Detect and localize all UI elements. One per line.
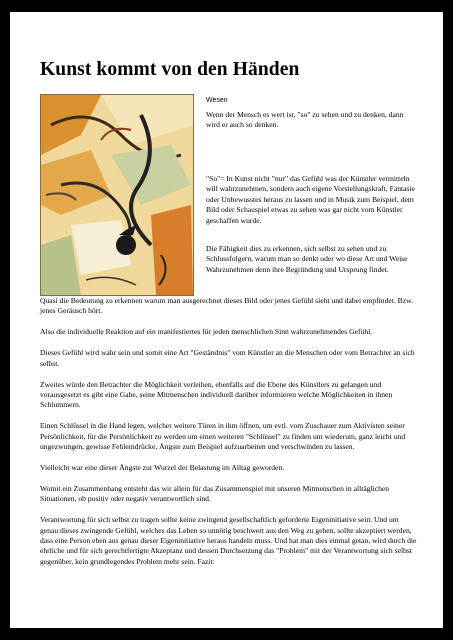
- right-paragraph: "So"= In Kunst nicht "nur" das Gefühl was der Künstler vermitteln will wahrzunehmen, sondern auch eigene Vorstellungskraft, Fantasie oder Unbewusstes heraus zu lassen und in Musik zum Beispiel, dem Bild oder Schauspiel etwas zu sehen was gar nicht vom Künstler geschaffen wurde.: [206, 174, 415, 225]
- body-paragraph: Also die individuelle Reaktion auf ein manifestiertes für jeden menschlichen Sinn wahrzunehmendes Gefühl.: [40, 327, 373, 337]
- body-paragraph: Womit ein Zusammenhang entsteht das wir allein für das Zusammenspiel mit unseren Mitmenschen in alltäglichen Situationen, ob positiv oder negativ verantwortlich sind.: [40, 483, 390, 504]
- body-paragraph: Verantwortung für sich selbst zu tragen sollte keine zwingend gesellschaftlich geforderte Eigeninitiative sein. Und um genau dieses zwingende Gefühl, welches das Leben so unnötig beschwert aus den Weg zu gehen, sollte akzeptiert werden, dass eine Person eben aus genau dieser Eigeninitiative heraus handeln muss. Und hat man dies einmal getan, wird durch die ehrliche und für sich gerechtfertigte Akzeptanz und dessen Durchsetzung das "Problem" mit der Verantwortung sich selbst gegenüber, kein grundlegendes Problem mehr sein. Fazit:: [40, 515, 417, 566]
- body-paragraph: Vielleicht war eine dieser Ängste zur Wurzel der Belastung im Alltag geworden.: [40, 462, 285, 472]
- page-title: Kunst kommt von den Händen: [40, 59, 300, 80]
- right-paragraph: Wenn der Mensch es wert ist, "so" zu sehen und zu denken, dann wird er auch so denken.: [206, 110, 404, 130]
- body-text: [40, 296, 418, 578]
- abstract-painting-icon: [41, 95, 193, 295]
- artwork-image: [40, 94, 194, 296]
- document-page: [10, 12, 443, 628]
- body-paragraph: Zweites würde den Betrachter die Möglichkeit verleihen, ebenfalls auf die Ebene des Künstlers zu gelangen und vorausgesetzt es gibt eine Gabe, seine Mitmenschen individuell darüber informieren welche Möglichkeiten in ihnen Schlummern.: [40, 379, 393, 410]
- body-paragraph: Einen Schlüssel in die Hand legen, welcher weitere Türen in ihm öffnen, um evtl. vom Zuschauer zum Aktivisten seiner Persönlichkeit, für die Persönlichkeit zu werden um einen weiteren "Schlüssel" zu finden um wiederum, ganz leicht und ungezwungen, gewisse Fehleindrücke, Ängste zum Beispiel aufzuarbeiten und verschwinden zu lassen.: [40, 421, 406, 452]
- section-label: Wesen: [206, 97, 228, 104]
- body-paragraph: Quasi die Bedeutung zu erkennen warum man ausgerechnet dieses Bild oder jenes Gefühl sieht und dabei empfindet. Bzw. jenes Geräusch hört.: [40, 296, 413, 316]
- body-paragraph: Dieses Gefühl wird wahr sein und somit eine Art "Geständnis" vom Künstler an die Menschen oder vom Betrachter an sich selbst.: [40, 348, 415, 368]
- right-paragraph: Die Fähigkeit dies zu erkennen, sich selbst zu sehen und zu Schlussfolgern, warum man so denkt oder wo diese Art und Weise Wahrzunehmen denn ihre Begründung und Ursprung findet.: [206, 244, 408, 274]
